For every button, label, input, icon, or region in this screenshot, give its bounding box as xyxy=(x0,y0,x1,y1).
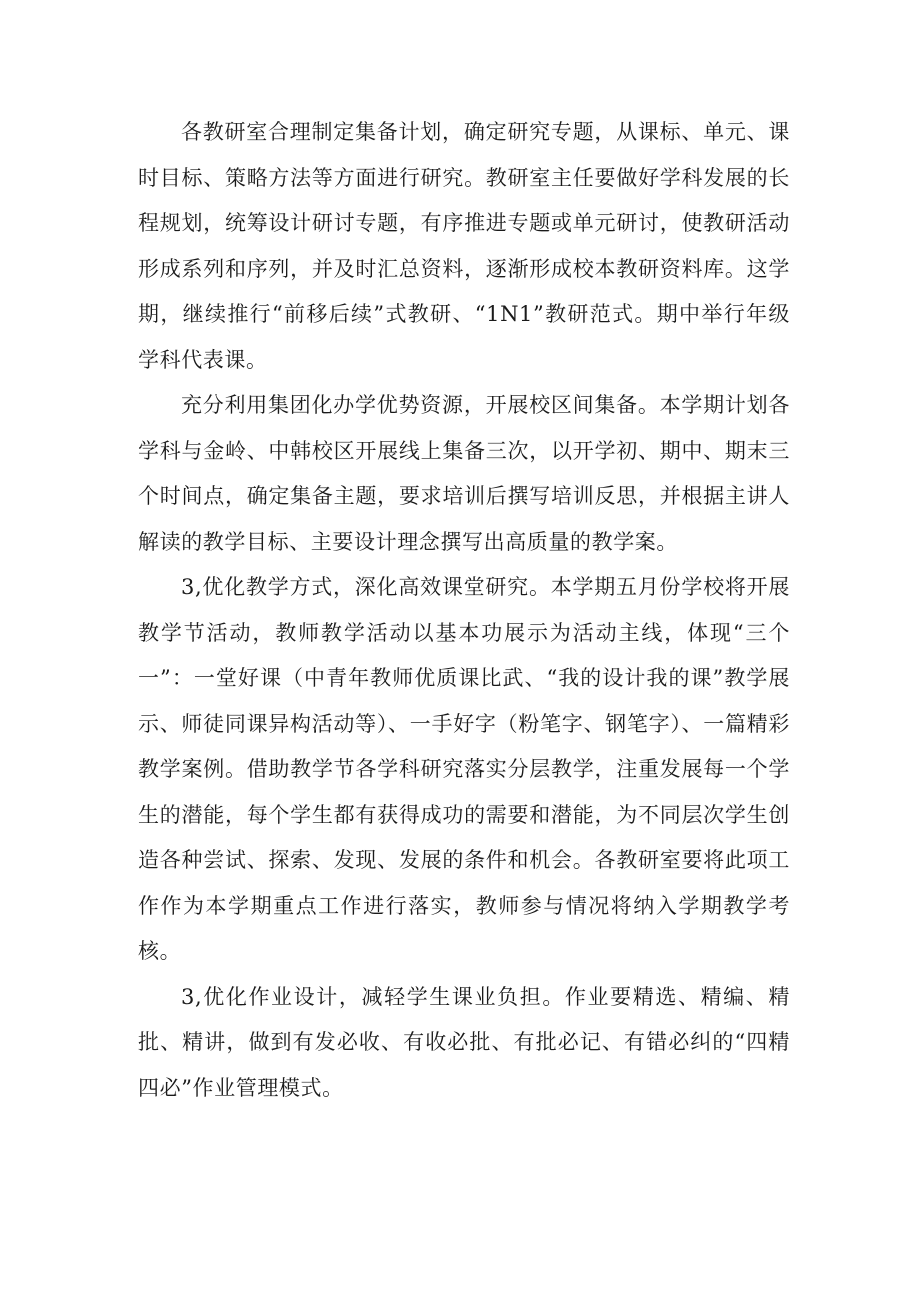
paragraph-teaching-methods: 3,优化教学方式，深化高效课堂研究。本学期五月份学校将开展教学节活动，教师教学活动以基本功展示为活动主线，体现“三个一”：一堂好课（中青年教师优质课比武、“我的设计我的课”教学展示、师徒同课异构活动等）、一手好字（粉笔字、钢笔字）、一篇精彩教学案例。借助教学节各学科研究落实分层教学，注重发展每一个学生的潜能，每个学生都有获得成功的需要和潜能，为不同层次学生创造各种尝试、探索、发现、发展的条件和机会。各教研室要将此项工作作为本学期重点工作进行落实，教师参与情况将纳入学期教学考核。 xyxy=(138,575,790,963)
paragraph-homework-design: 3,优化作业设计，减轻学生课业负担。作业要精选、精编、精批、精讲，做到有发必收、有收必批、有批必记、有错必纠的“四精四必”作业管理模式。 xyxy=(138,984,790,1100)
paragraph-collective-prep-plan: 各教研室合理制定集备计划，确定研究专题，从课标、单元、课时目标、策略方法等方面进行研究。教研室主任要做好学科发展的长程规划，统筹设计研讨专题，有序推进专题或单元研讨，使教研活动形成系列和序列，并及时汇总资料，逐渐形成校本教研资料库。这学期，继续推行“前移后续”式教研、“1N1”教研范式。期中举行年级学科代表课。 xyxy=(138,120,790,372)
document-body xyxy=(138,110,790,1111)
paragraph-campus-collective-prep: 充分利用集团化办学优势资源，开展校区间集备。本学期计划各学科与金岭、中韩校区开展线上集备三次，以开学初、期中、期末三个时间点，确定集备主题，要求培训后撰写培训反思，并根据主讲人解读的教学目标、主要设计理念撰写出高质量的教学案。 xyxy=(138,393,790,554)
